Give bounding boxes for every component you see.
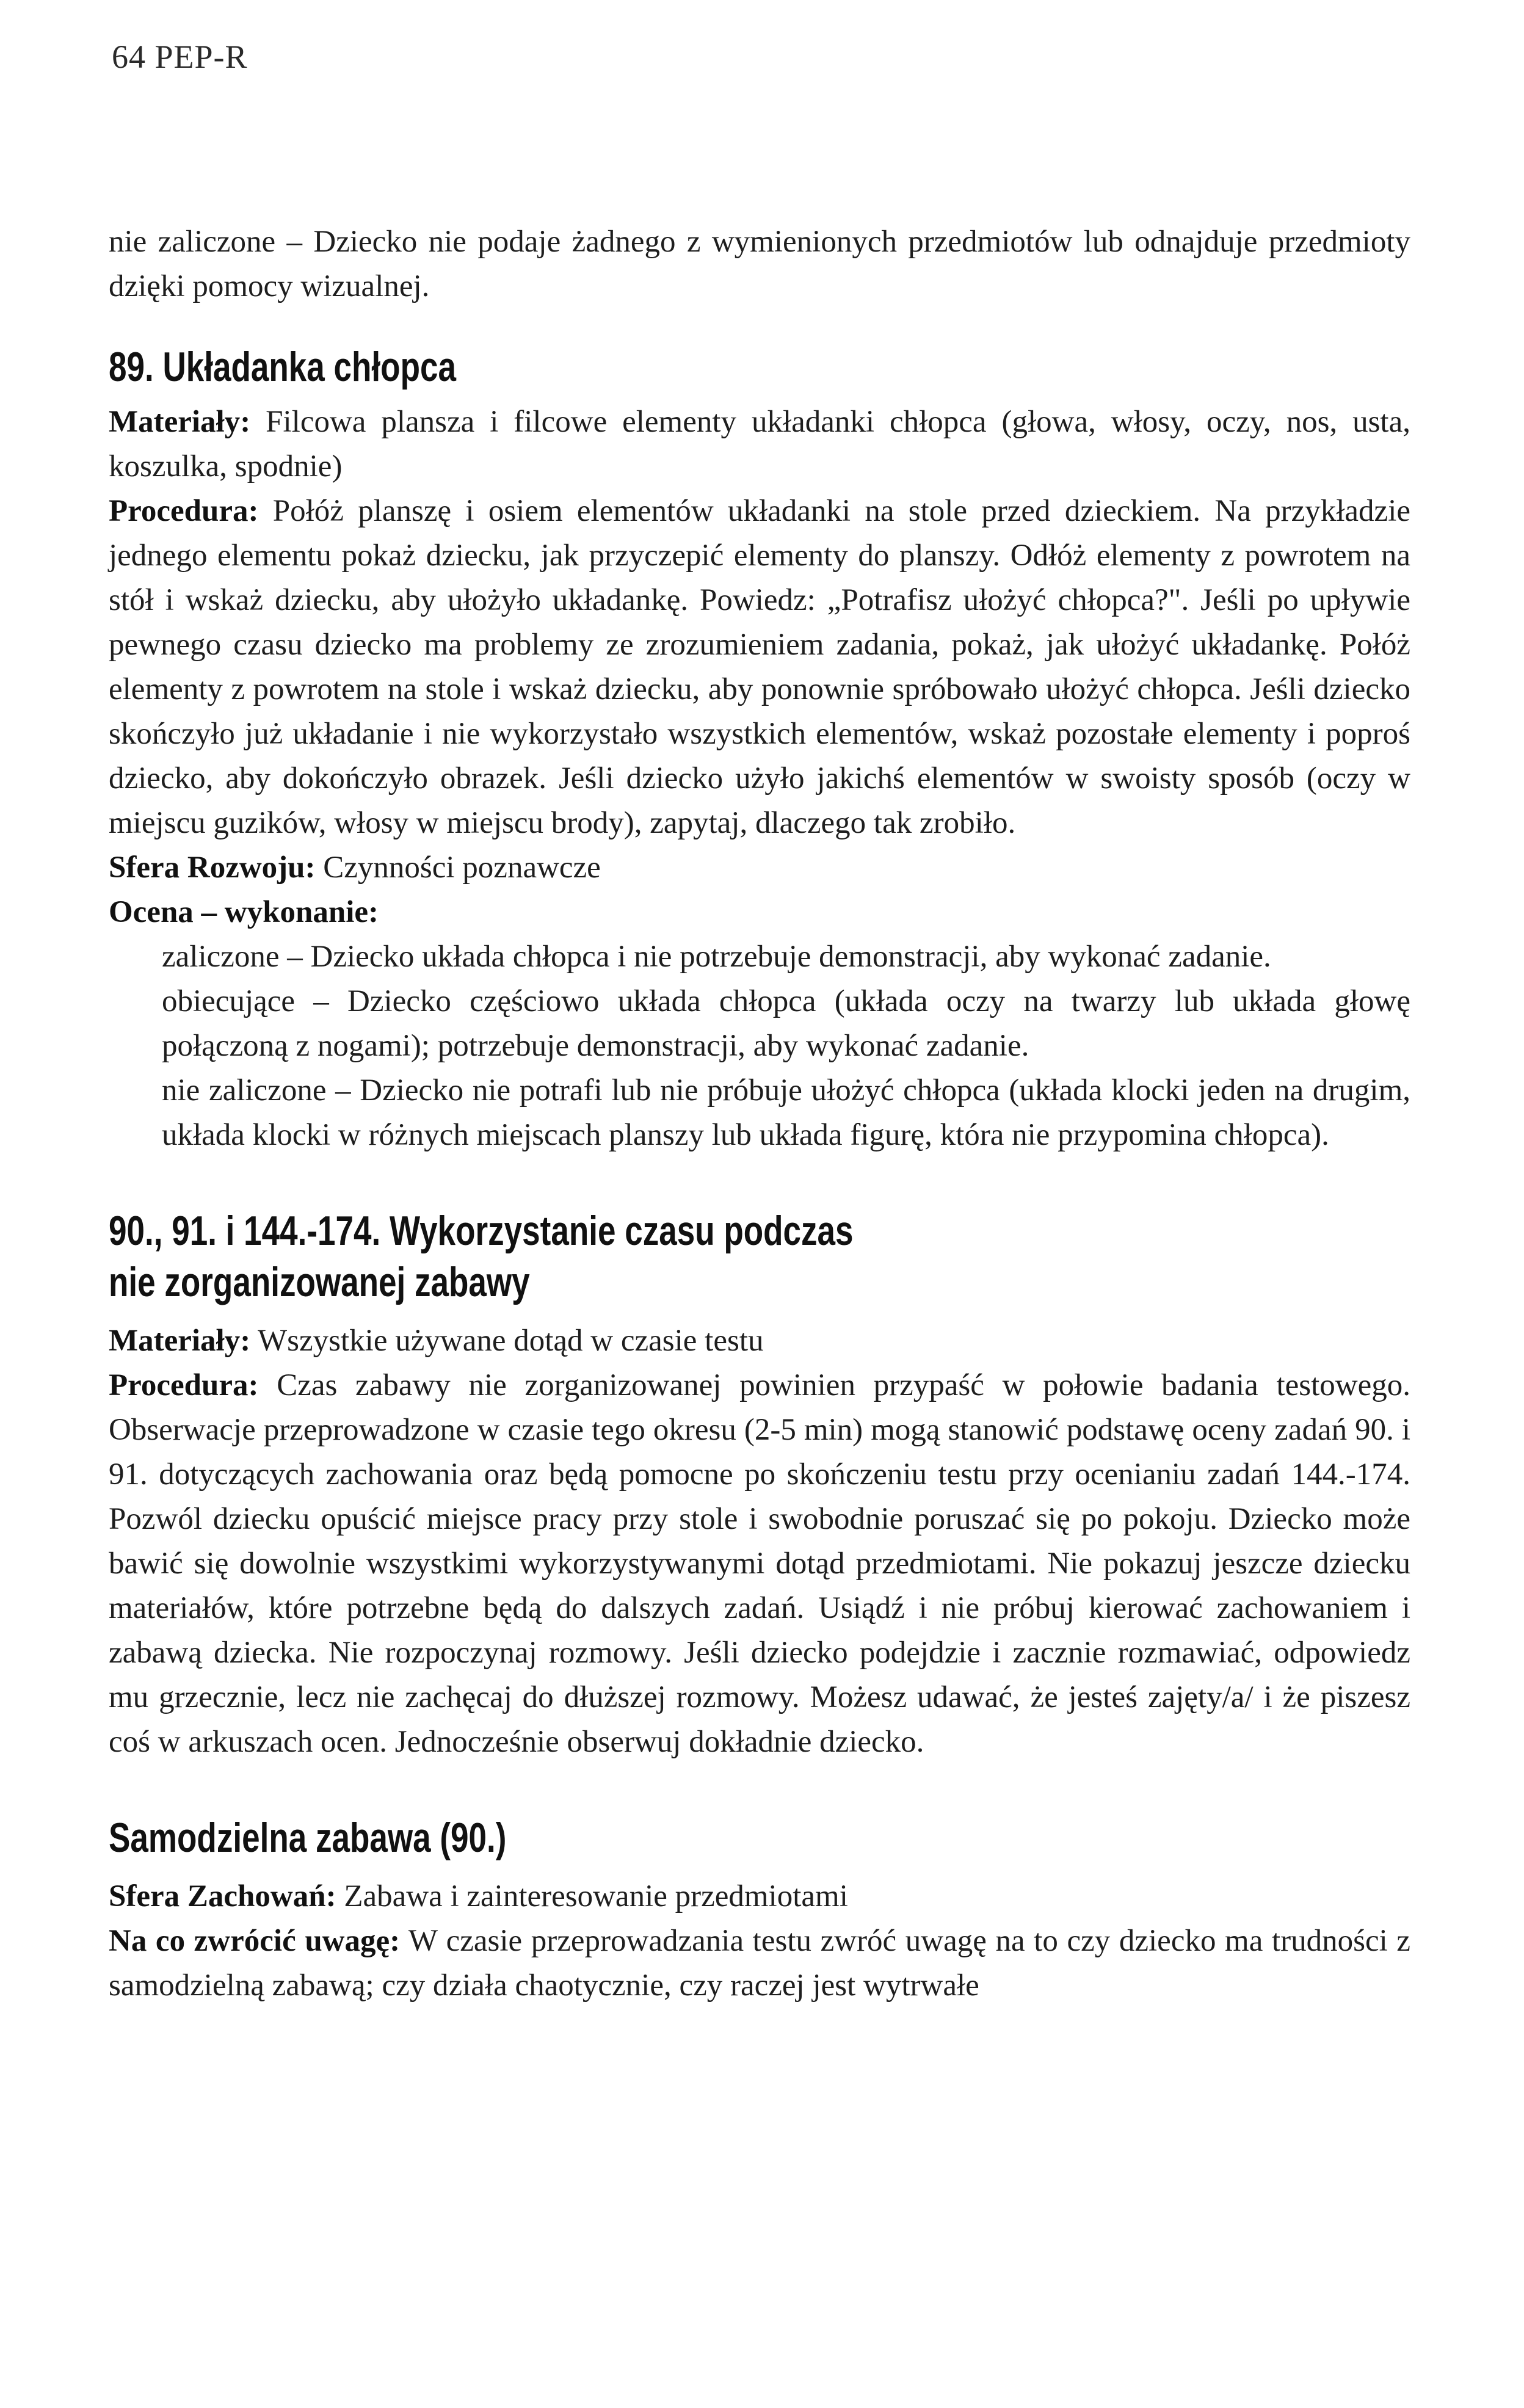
- page-number: 64: [112, 38, 146, 75]
- s90-procedure: [109, 1363, 1410, 1764]
- section-play-title: Samodzielna zabawa (90.): [109, 1815, 507, 1861]
- s89-eval-emerging: obiecujące – Dziecko częściowo układa chłopca (układa oczy na twarzy lub układa głowę połączoną z nogami); potrzebuje demonstracji, aby wykonać zadanie.: [162, 984, 1410, 1063]
- s89-materials-text: Filcowa plansza i filcowe elementy układanki chłopca (głowa, włosy, oczy, nos, usta, koszulka, spodnie): [109, 405, 1410, 484]
- s90-procedure-text: Czas zabawy nie zorganizowanej powinien przypaść w połowie badania testowego. Obserwacje przeprowadzone w czasie tego okresu (2-5 min) mogą stanowić podstawę oceny zadań 90. i 91. dotyczących zachowania oraz będą pomocne po skończeniu testu przy ocenianiu zadań 144.-174. Pozwól dziecku opuścić miejsce pracy przy stole i swobodnie poruszać się po pokoju. Dziecko może bawić się dowolnie wszystkimi wykorzystywanymi dotąd przedmiotami. Nie pokazuj jeszcze dziecku materiałów, które potrzebne będą do dalszych zadań. Usiądź i nie próbuj kierować zachowaniem i zabawą dziecka. Nie rozpoczynaj rozmowy. Jeśli dziecko podejdzie i zacznie rozmawiać, odpowiedz mu grzecznie, lecz nie zachęcaj do dłuższej rozmowy. Możesz udawać, że jesteś zajęty/a/ i że piszesz coś w arkuszach ocen. Jednocześnie obserwuj dokładnie dziecko.: [109, 1368, 1410, 1759]
- running-title: PEP-R: [154, 38, 248, 75]
- s89-sphere-label: Sfera Rozwoju:: [109, 850, 316, 885]
- intro-text: nie zaliczone – Dziecko nie podaje żadnego z wymienionych przedmiotów lub odnajduje przedmioty dzięki pomocy wizualnej.: [109, 225, 1410, 303]
- s90-procedure-label: Procedura:: [109, 1368, 259, 1402]
- s90-materials-label: Materiały:: [109, 1324, 251, 1358]
- section-90-title-line1: 90., 91. i 144.-174. Wykorzystanie czasu podczas: [109, 1208, 854, 1254]
- page-content: [109, 220, 1410, 2008]
- s90-materials-text: Wszystkie używane dotąd w czasie testu: [250, 1324, 764, 1358]
- s89-eval-fail: nie zaliczone – Dziecko nie potrafi lub nie próbuje ułożyć chłopca (układa klocki jeden na drugim, układa klocki w różnych miejscach planszy lub układa figurę, która nie przypomina chłopca).: [162, 1073, 1410, 1152]
- s90-materials: [109, 1319, 1410, 1363]
- section-89-title: 89. Układanka chłopca: [109, 344, 456, 390]
- play-sphere-text: Zabawa i zainteresowanie przedmiotami: [336, 1879, 848, 1913]
- s89-materials-label: Materiały:: [109, 405, 251, 439]
- page-header: [112, 38, 248, 76]
- play-sphere-label: Sfera Zachowań:: [109, 1879, 336, 1913]
- s89-sphere-text: Czynności poznawcze: [315, 850, 601, 885]
- play-sphere: [109, 1874, 1410, 1919]
- play-attention-text: W czasie przeprowadzania testu zwróć uwagę na to czy dziecko ma trudności z samodzielną zabawą; czy działa chaotycznie, czy raczej jest wytrwałe: [109, 1924, 1411, 2003]
- play-attention: [109, 1919, 1410, 2008]
- s89-eval-pass: zaliczone – Dziecko układa chłopca i nie potrzebuje demonstracji, aby wykonać zadanie.: [162, 940, 1271, 974]
- s89-procedure: [109, 489, 1410, 846]
- s89-procedure-label: Procedura:: [109, 494, 259, 528]
- s89-procedure-text: Połóż planszę i osiem elementów układanki na stole przed dzieckiem. Na przykładzie jednego elementu pokaż dziecku, jak przyczepić elementy do planszy. Odłóż elementy z powrotem na stół i wskaż dziecku, aby ułożyło układankę. Powiedz: „Potrafisz ułożyć chłopca?". Jeśli po upływie pewnego czasu dziecko ma problemy ze zrozumieniem zadania, pokaż, jak ułożyć układankę. Połóż elementy z powrotem na stole i wskaż dziecku, aby ponownie spróbowało ułożyć chłopca. Jeśli dziecko skończyło już układanie i nie wykorzystało wszystkich elementów, wskaż pozostałe elementy i poproś dziecko, aby dokończyło obrazek. Jeśli dziecko użyło jakichś elementów w swoisty sposób (oczy w miejscu guzików, włosy w miejscu brody), zapytaj, dlaczego tak zrobiło.: [109, 494, 1410, 840]
- section-90-title-line2: nie zorganizowanej zabawy: [109, 1259, 530, 1305]
- s89-eval-label: Ocena – wykonanie:: [109, 895, 379, 929]
- play-attention-label: Na co zwrócić uwagę:: [109, 1924, 401, 1958]
- section-90-title: [109, 1205, 1410, 1308]
- s89-sphere: [109, 846, 1410, 890]
- s89-materials: [109, 400, 1410, 489]
